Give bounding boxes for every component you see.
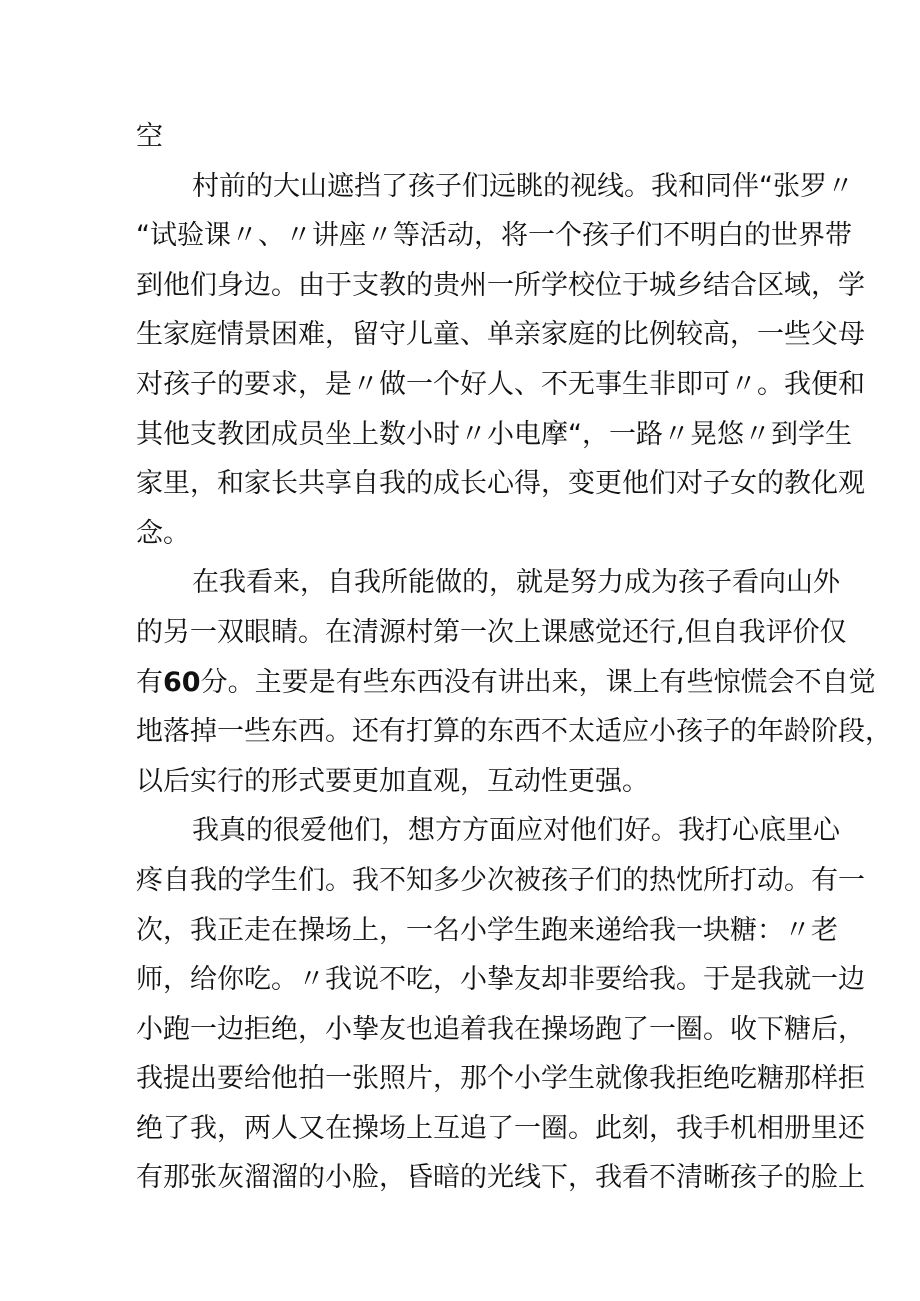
text-segment: 有: [136, 666, 163, 698]
text-line: 我提出要给他拍一张照片，那个小学生就像我拒绝吃糖那样拒: [136, 1063, 865, 1095]
score-number: 60: [163, 666, 201, 698]
text-line: [136, 658, 876, 708]
text-segment: 分。主要是有些东西没有讲出来，课上有些惊慌会不自觉: [200, 666, 876, 698]
text-line: 我真的很爱他们，想方方面应对他们好。我打心底里心: [192, 815, 840, 847]
text-line: 念。: [136, 517, 190, 549]
text-line: 在我看来，自我所能做的，就是努力成为孩子看向山外: [192, 567, 840, 599]
text-line: 对孩子的要求，是〃做一个好人、不无事生非即可〃。我便和: [136, 368, 865, 400]
text-line: 空: [136, 121, 163, 152]
text-line: 家里，和家长共享自我的成长心得，变更他们对子女的教化观: [136, 468, 865, 500]
text-line: 生家庭情景困难，留守儿童、单亲家庭的比例较高，一些父母: [136, 319, 865, 351]
text-line: 师，给你吃。〃我说不吃，小挚友却非要给我。于是我就一边: [136, 964, 865, 996]
text-line: 疼自我的学生们。我不知多少次被孩子们的热忱所打动。有一: [136, 864, 865, 896]
text-line: 次，我正走在操场上，一名小学生跑来递给我一块糖：〃老: [136, 914, 838, 946]
text-line: 到他们身边。由于支教的贵州一所学校位于城乡结合区域，学: [136, 269, 865, 301]
text-line: 村前的大山遮挡了孩子们远眺的视线。我和同伴“张罗〃: [192, 170, 854, 202]
text-line: 有那张灰溜溜的小脸，昏暗的光线下，我看不清晰孩子的脸上: [136, 1162, 865, 1194]
text-line: 的另一双眼睛。在清源村第一次上课感觉还行,但自我评价仅: [136, 616, 847, 648]
text-line: 其他支教团成员坐上数小时〃小电摩“，一路〃晃悠〃到学生: [136, 418, 852, 450]
text-line: 绝了我，两人又在操场上互追了一圈。此刻，我手机相册里还: [136, 1112, 865, 1144]
text-line: 以后实行的形式要更加直观，互动性更强。: [136, 765, 649, 797]
document-body: [136, 112, 892, 1203]
text-line: 小跑一边拒绝，小挚友也追着我在操场跑了一圈。收下糖后，: [136, 1013, 865, 1045]
text-line: “试验课〃、〃讲座〃等活动，将一个孩子们不明白的世界带: [136, 220, 852, 252]
text-line: 地落掉一些东西。还有打算的东西不太适应小孩子的年龄阶段，: [136, 716, 892, 748]
